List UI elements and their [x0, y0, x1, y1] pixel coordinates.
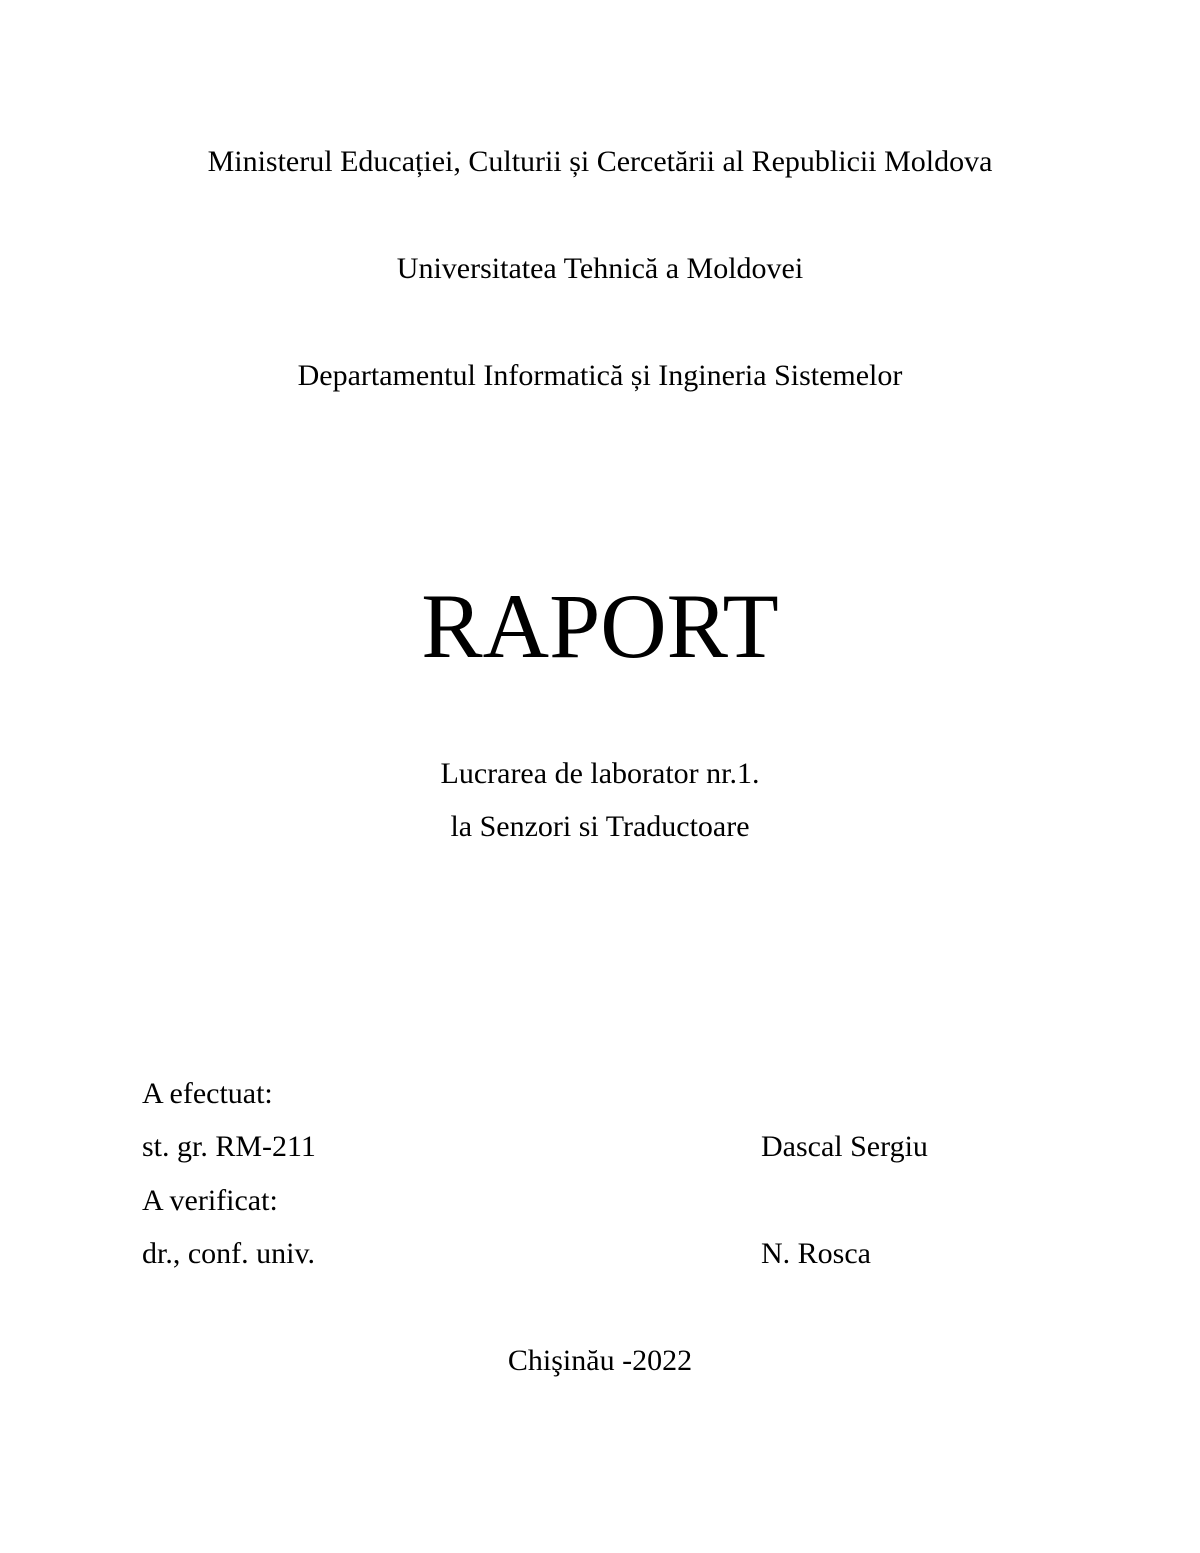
- teacher-name: N. Rosca: [761, 1237, 871, 1270]
- student-group: st. gr. RM-211: [142, 1130, 316, 1163]
- teacher-title: dr., conf. univ.: [142, 1237, 316, 1270]
- performed-by-label: A efectuat:: [142, 1077, 273, 1110]
- verified-by-label: A verificat:: [142, 1184, 278, 1217]
- report-title: RAPORT: [421, 575, 779, 677]
- city-year: Chişinău -2022: [507, 1344, 693, 1377]
- ministry-heading: Ministerul Educației, Culturii și Cercetării al Republicii Moldova: [207, 145, 993, 178]
- university-heading: Universitatea Tehnică a Moldovei: [396, 252, 804, 285]
- lab-work-number: Lucrarea de laborator nr.1.: [440, 757, 760, 790]
- student-name: Dascal Sergiu: [761, 1130, 928, 1163]
- course-name: la Senzori si Traductoare: [450, 810, 750, 843]
- department-heading: Departamentul Informatică și Ingineria Sistemelor: [297, 359, 903, 392]
